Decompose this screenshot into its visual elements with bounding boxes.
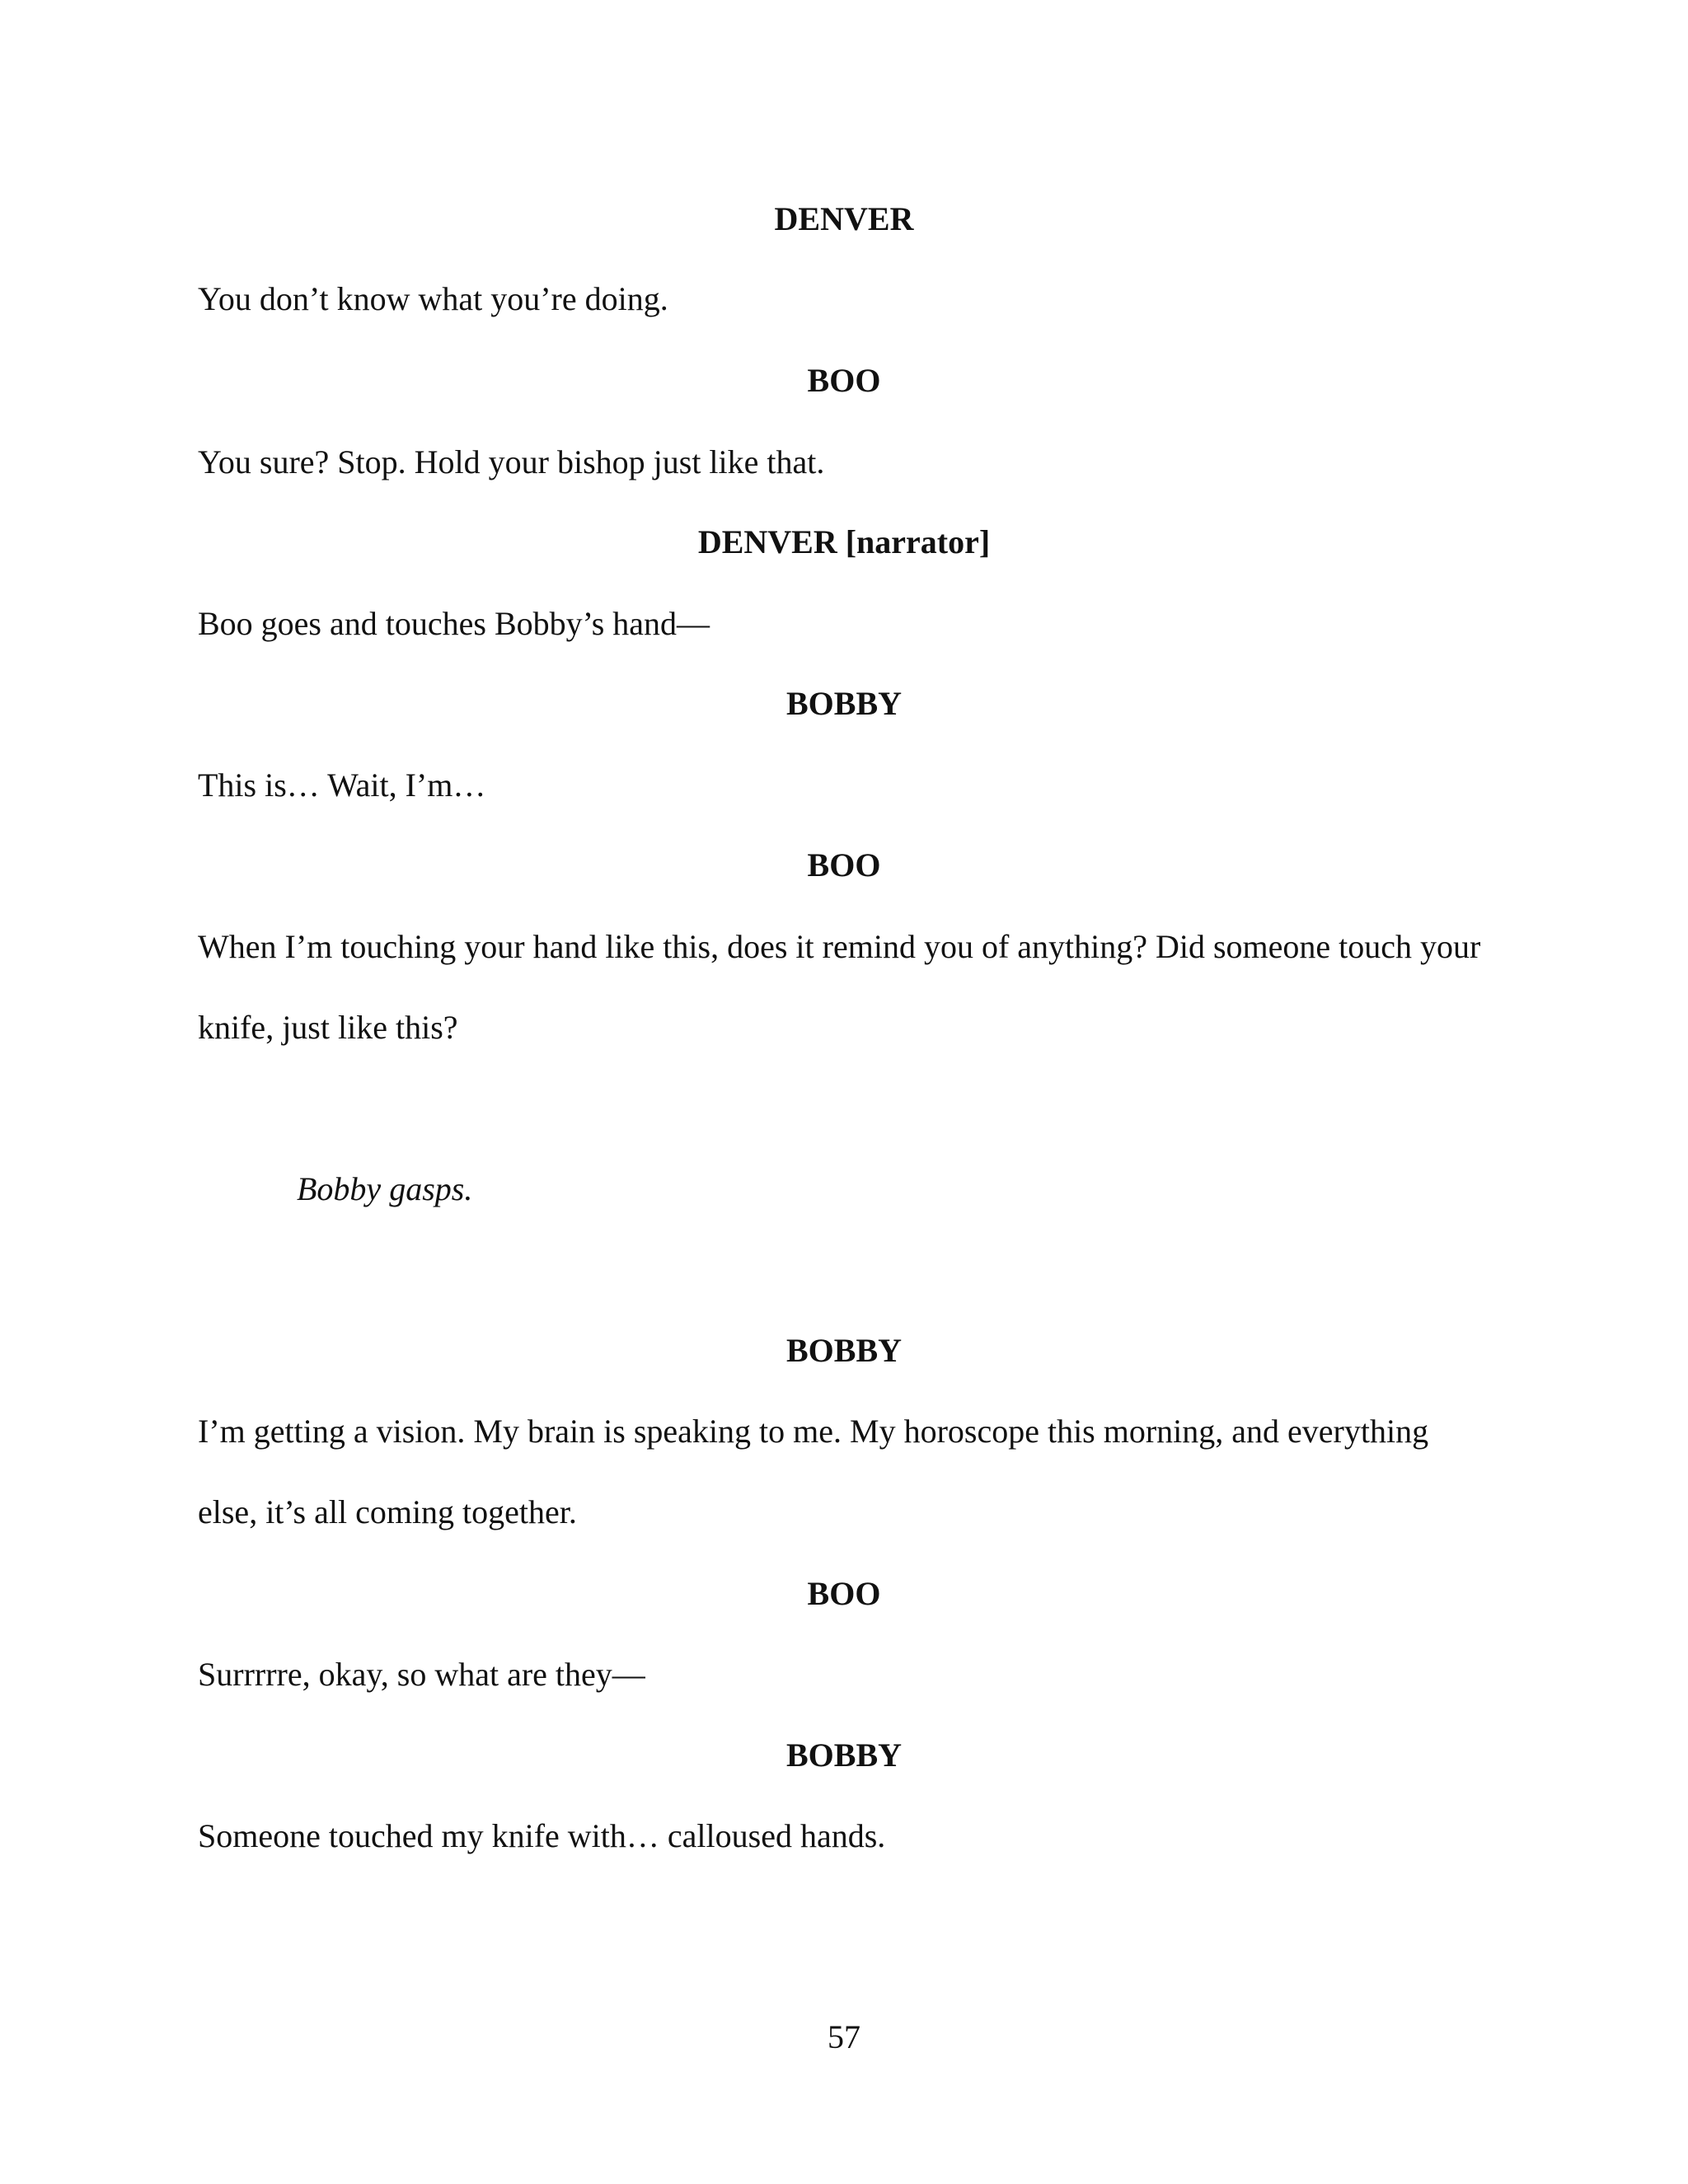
dialogue-line: else, it’s all coming together. bbox=[198, 1493, 577, 1530]
speaker-name: BOBBY bbox=[785, 685, 903, 722]
speaker-name: BOO bbox=[807, 1575, 881, 1612]
speaker-name: DENVER bbox=[774, 200, 914, 237]
dialogue-line: You don’t know what you’re doing. bbox=[198, 280, 668, 317]
page-number: 57 bbox=[828, 2018, 860, 2055]
dialogue-line: Boo goes and touches Bobby’s hand— bbox=[198, 605, 710, 642]
dialogue-line: When I’m touching your hand like this, does it remind you of anything? Did someone touch your bbox=[198, 928, 1481, 965]
speaker-name: BOBBY bbox=[785, 1736, 903, 1774]
speaker-name: BOBBY bbox=[785, 1332, 903, 1369]
speaker-name: DENVER [narrator] bbox=[697, 523, 991, 560]
dialogue-line: This is… Wait, I’m… bbox=[198, 766, 486, 804]
dialogue-line: Someone touched my knife with… calloused hands. bbox=[198, 1817, 886, 1854]
dialogue-line: Surrrrre, okay, so what are they— bbox=[198, 1656, 645, 1693]
dialogue-line: You sure? Stop. Hold your bishop just like that. bbox=[198, 443, 825, 480]
dialogue-line: I’m getting a vision. My brain is speaking to me. My horoscope this morning, and everything bbox=[198, 1413, 1429, 1450]
speaker-name: BOO bbox=[807, 362, 881, 399]
dialogue-line: knife, just like this? bbox=[198, 1009, 458, 1046]
speaker-name: BOO bbox=[807, 846, 881, 883]
stage-direction: Bobby gasps. bbox=[297, 1170, 473, 1207]
